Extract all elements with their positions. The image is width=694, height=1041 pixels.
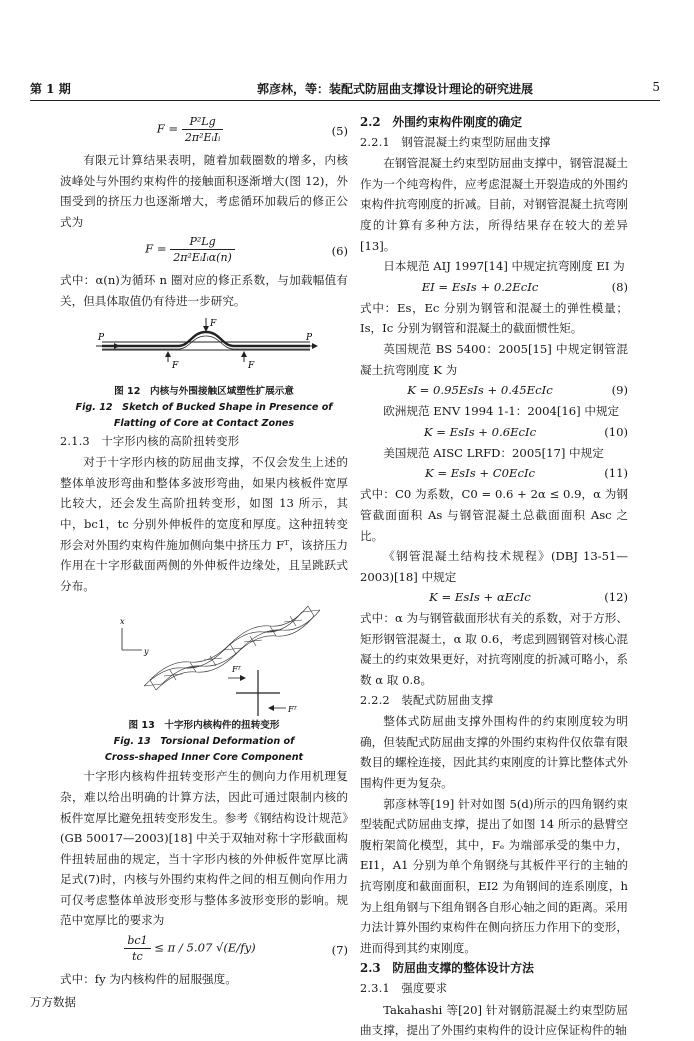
fig12-label-f-right: F (248, 360, 255, 371)
equation-5 (60, 112, 348, 150)
eq7-label: (7) (331, 943, 348, 958)
eq6-denominator: 2π²EᵢIᵢα(n) (173, 251, 232, 265)
paragraph: 式中：α(n)为循环 n 圈对应的修正系数，与加载幅值有关，但具体取值仍有待进一步研究。 (60, 273, 348, 308)
fig13-axis-y: y (144, 647, 149, 657)
fig12-label-p-left: P (98, 332, 105, 343)
eq9-body: K = 0.95EsIs + 0.45EcIc (407, 383, 553, 398)
running-title: 郭彦林，等：装配式防屈曲支撑设计理论的研究进展 (256, 82, 533, 96)
page-header (30, 80, 660, 102)
watermark: 万方数据 (30, 995, 76, 1009)
section-heading-2-2: 2.2 外围约束构件刚度的确定 (360, 115, 523, 129)
paragraph: 郭彦林等[19] 针对如图 5(d)所示的四角钢约束型装配式防屈曲支撑，提出了如图 14 所示的悬臂空腹桁架简化模型，其中，Fₑ 为端部承受的集中力，EI1，A1 分别为单个角钢绕与其板件平行的主轴的抗弯刚度和截面面积，EI2 为角钢间的连系刚度，h 为上组角钢与下组角钢各自形心轴之间的距离。采用力法计算外围约束构件在侧向挤压力作用下的变形，进而得到其约束刚度。 (360, 796, 628, 955)
eq9-label: (9) (611, 383, 628, 398)
paragraph: 式中：α 为与钢管截面形状有关的系数，对于方形、矩形钢管混凝土，α 取 0.6，考虑到圆钢管对核心混凝土的约束效果更好，对抗弯刚度的折减可略小，系数 α 取 0.8。 (360, 611, 628, 688)
figure-12-caption-cn: 图 12 内核与外围接触区域塑性扩展示意 (114, 385, 294, 397)
paragraph: 美国规范 AISC LRFD：2005[17] 中规定 (383, 445, 604, 460)
paragraph: 日本规范 AIJ 1997[14] 中规定抗弯刚度 EI 为 (383, 259, 625, 274)
paragraph: Takahashi 等[20] 针对钢筋混凝土约束型防屈曲支撑，提出了外围约束构件的设计应保证构件的轴 (360, 1002, 628, 1038)
fig13-axis-x: x (120, 617, 125, 627)
equation-10 (360, 422, 628, 443)
paragraph: 十字形内核构件扭转变形产生的侧向力作用机理复杂，难以给出明确的计算方法，因此可通过限制内核的板件宽厚比避免扭转变形发生。参考《钢结构设计规范》(GB 50017—2003)[18] 中关于双轴对称十字形截面构件扭转屈曲的规定，当十字形内核的外伸板件宽厚比满足式(7)时，内核与外围约束构件之间的相互侧向作用力可仅考虑整体单波形变形与整体多波形变形的影响。规范中宽厚比的要求为 (60, 769, 348, 928)
fig13-label-ft-bottom: Fᵀ (288, 705, 297, 715)
paragraph: 式中：Es，Ec 分别为钢管和混凝土的弹性模量；Is，Ic 分别为钢管和混凝土的截面惯性矩。 (360, 300, 628, 336)
eq8-label: (8) (611, 279, 628, 294)
section-heading-2-2-2: 2.2.2 装配式防屈曲支撑 (360, 693, 494, 707)
paragraph: 整体式防屈曲支撑外围构件的约束刚度较为明确，但装配式防屈曲支撑的外围约束构件仅依靠有限数目的螺栓连接，因此其约束刚度的计算比整体式外围构件更为复杂。 (360, 714, 628, 791)
eq10-label: (10) (604, 424, 628, 439)
equation-12 (360, 587, 628, 608)
fig12-label-p-right: P (306, 332, 313, 343)
paragraph: 欧洲规范 ENV 1994 1-1：2004[16] 中规定 (383, 404, 620, 419)
paragraph: 有限元计算结果表明，随着加载圈数的增多，内核波峰处与外围约束构件的接触面积逐渐增大(图 12)，外围受到的挤压力也逐渐增大，考虑循环加载后的修正公式为 (60, 153, 348, 229)
paragraph: 在钢管混凝土约束型防屈曲支撑中，钢管混凝土作为一个纯弯构件，应考虑混凝土开裂造成的外围约束构件抗弯刚度的折减。目前，对钢管混凝土抗弯刚度的计算有多种方法，所得结果存在较大的差异[13]。 (360, 156, 628, 253)
figure-13-caption-en-line2: Cross-shaped Inner Core Component (104, 752, 304, 764)
eq5-denominator: 2π²EᵢIᵢ (184, 131, 221, 144)
paragraph: 对于十字形内核的防屈曲支撑，不仅会发生上述的整体单波形弯曲和整体多波形弯曲，如果内核板件宽厚比较大，还会发生高阶扭转变形，如图 13 所示，其中，bc1，tc 分别外伸板件的宽度和厚度。这种扭转变形会对外围约束构件施加侧向集中挤压力 Fᵀ，该挤压力作用在十字形截面两侧的外伸板件边缘处，且呈跳跃式分布。 (60, 455, 348, 593)
section-heading-2-3-1: 2.3.1 强度要求 (360, 981, 448, 995)
paragraph: 英国规范 BS 5400：2005[15] 中规定钢管混凝土抗弯刚度 K 为 (360, 341, 628, 377)
eq7-rhs: ≤ π / 5.07 √(E/fy) (154, 940, 256, 955)
header-rule (30, 100, 660, 101)
eq6-fraction (170, 234, 235, 265)
eq11-label: (11) (604, 466, 628, 481)
eq5-numerator: P²Lg (182, 114, 223, 130)
figure-13 (60, 600, 348, 718)
equation-9 (360, 380, 628, 401)
figure-12-caption-en-line2: Flatting of Core at Contact Zones (113, 417, 295, 429)
eq6-label: (6) (331, 244, 348, 259)
eq12-body: K = EsIs + αEcIc (429, 590, 531, 605)
eq7-numerator: bc1 (124, 933, 150, 949)
figure-12-drawing (60, 316, 348, 384)
equation-6 (60, 232, 348, 270)
equation-7 (60, 931, 348, 969)
paragraph: 式中：C0 为系数，C0 = 0.6 + 2α ≤ 0.9，α 为钢管截面面积 As 与钢管混凝土总截面面积 Asc 之比。 (360, 487, 628, 543)
figure-13-caption-en-line1: Fig. 13 Torsional Deformation of (113, 736, 295, 748)
figure-12 (60, 316, 348, 384)
section-heading-2-2-1: 2.2.1 钢管混凝土约束型防屈曲支撑 (360, 135, 551, 149)
eq7-fraction (124, 933, 150, 964)
left-column (60, 112, 348, 990)
figure-13-caption-cn: 图 13 十字形内核构件的扭转变形 (128, 720, 280, 732)
section-heading-2-1-3: 2.1.3 十字形内核的高阶扭转变形 (60, 434, 240, 448)
eq5-lhs: F = (156, 121, 179, 136)
equation-8 (360, 277, 628, 298)
right-column (360, 112, 628, 1041)
equation-11 (360, 463, 628, 484)
eq10-body: K = EsIs + 0.6EcIc (423, 424, 537, 439)
paragraph: 式中：fy 为内核构件的屈服强度。 (60, 972, 237, 987)
eq6-lhs: F = (145, 241, 167, 256)
page-number: 5 (652, 80, 660, 94)
issue-number: 第 1 期 (30, 82, 71, 96)
eq11-body: K = EsIs + C0EcIc (424, 466, 536, 481)
eq8-body: EI = EsIs + 0.2EcIc (421, 279, 539, 294)
fig13-label-ft-top: Fᵀ (232, 665, 241, 675)
eq5-label: (5) (331, 124, 348, 138)
paragraph: 《钢管混凝土结构技术规程》(DBJ 13-51—2003)[18] 中规定 (360, 549, 628, 584)
eq12-label: (12) (604, 590, 628, 605)
section-heading-2-3: 2.3 防屈曲支撑的整体设计方法 (360, 961, 534, 976)
figure-12-caption-en-line1: Fig. 12 Sketch of Bucked Shape in Presence of (75, 401, 333, 413)
fig12-label-f-top: F (210, 318, 217, 329)
fig12-label-f-left: F (172, 360, 179, 371)
eq7-denominator: tc (132, 950, 143, 964)
figure-13-drawing (60, 600, 348, 718)
eq6-numerator: P²Lg (170, 234, 235, 250)
eq5-fraction (182, 114, 223, 145)
